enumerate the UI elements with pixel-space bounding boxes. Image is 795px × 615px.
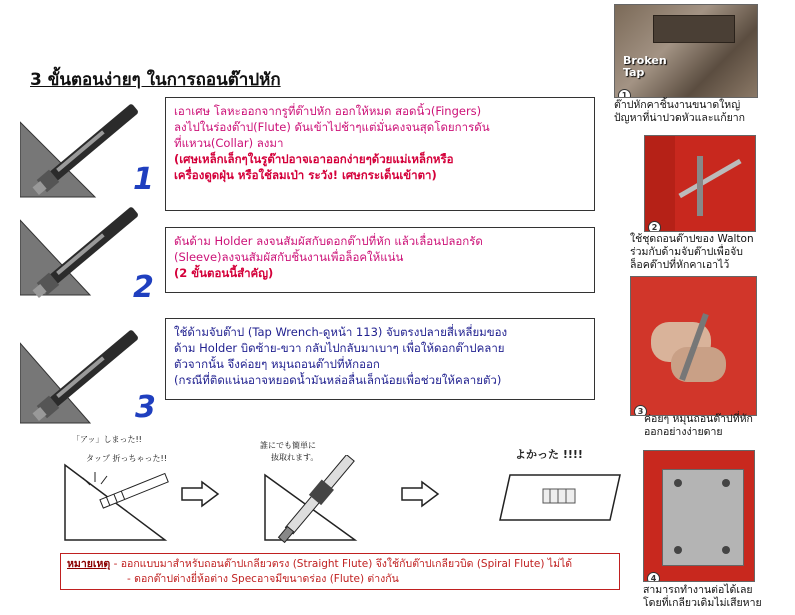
note-line-1: - ออกแบบมาสำหรับถอนต๊าปเกลียวตรง (Straight Flute) จึงใช้กับต๊าปเกลียวบิด (Spiral Flute) ไม่ได้ <box>113 558 573 570</box>
cartoon-2-text-a: 誰にでも簡単に <box>260 441 316 450</box>
cartoon-3-removed-tap <box>495 465 625 525</box>
page-title: 3 ขั้นตอนง่ายๆ ในการถอนต๊าปหัก <box>30 70 281 90</box>
caption-line: โดยที่เกลียวเดิมไม่เสียหาย <box>643 597 762 609</box>
photo-badge: 2 <box>648 221 661 232</box>
photo-badge: 4 <box>647 572 660 582</box>
note-box <box>60 553 620 590</box>
cartoon-1-broken-tap <box>55 460 175 545</box>
step-2-number: 2 <box>133 270 154 305</box>
caption-line: ล็อคต๊าปที่หักคาเอาไว้ <box>630 259 730 271</box>
caption-line: สามารถทำงานต่อได้เลย <box>643 584 753 596</box>
cartoon-2-text-b: 抜取れます。 <box>271 453 319 462</box>
step-2-line: ดันด้าม Holder ลงจนสัมผัสกับดอกต๊าปที่หัก แล้วเลื่อนปลอกรัด <box>174 234 483 248</box>
step-1-number: 1 <box>133 162 154 197</box>
caption-line: ใช้ชุดถอนต๊าปของ Walton <box>630 233 754 245</box>
step-1-box <box>165 97 595 211</box>
arrow-right-icon <box>180 480 220 508</box>
photo-broken-tap <box>614 4 758 98</box>
step-2-box <box>165 227 595 293</box>
photo-badge: 3 <box>634 405 647 416</box>
cartoon-3-text: よかった !!!! <box>515 448 583 461</box>
step-3-line: (กรณีที่ติดแน่นอาจหยอดน้ำมันหล่อลื่นเล็กน้อยเพื่อช่วยให้คลายตัว) <box>174 373 502 387</box>
photo-result <box>643 450 755 582</box>
note-label: หมายเหตุ <box>67 558 111 570</box>
photo-turning <box>630 276 757 416</box>
note-line-2: - ดอกต๊าปต่างยี่ห้อต่าง Specอาจมีขนาดร่อง (Flute) ต่างกัน <box>127 573 399 585</box>
step-1-warning: เครื่องดูดฝุ่น หรือใช้ลมเป่า ระวัง! เศษกระเด็นเข้าตา) <box>174 168 437 182</box>
arrow-right-icon <box>400 480 440 508</box>
caption-line: ออกอย่างง่ายดาย <box>644 426 723 438</box>
step-1-line: เอาเศษ โลหะออกจากรูที่ต๊าปหัก ออกให้หมด สอดนิ้ว(Fingers) <box>174 104 482 118</box>
step-2-important: (2 ขั้นตอนนี้สำคัญ) <box>174 266 274 280</box>
cartoon-2-extractor <box>255 455 375 545</box>
photo-badge: 1 <box>618 89 631 98</box>
broken-tap-overlay: Broken Tap <box>623 54 667 79</box>
step-3-line: ตัวจากนั้น จึงค่อยๆ หมุนถอนต๊าปที่หักออก <box>174 357 380 371</box>
step-3-box <box>165 318 595 400</box>
photo-2-caption <box>630 233 754 272</box>
cartoon-1-text-b: タップ 折っちゃった!! <box>86 454 167 463</box>
photo-4-caption <box>643 584 762 610</box>
photo-holder-set <box>644 135 756 232</box>
caption-line: ค่อยๆ หมุนถอนต๊าปที่หัก <box>644 413 753 425</box>
step-2-line: (Sleeve)ลงจนสัมผัสกับชิ้นงานเพื่อล็อคให้แน่น <box>174 250 404 264</box>
step-3-line: ด้าม Holder บิดซ้าย-ขวา กลับไปกลับมาเบาๆ เพื่อให้ดอกต๊าปคลาย <box>174 341 505 355</box>
step-1-warning: (เศษเหล็กเล็กๆในรูต๊าปอาจเอาออกง่ายๆด้วยแม่เหล็กหรือ <box>174 152 454 166</box>
photo-3-caption <box>644 413 753 439</box>
caption-line: ปัญหาที่น่าปวดหัวและแก้ยาก <box>614 112 745 124</box>
step-1-line: ที่แหวน(Collar) ลงมา <box>174 136 284 150</box>
step-3-number: 3 <box>135 390 156 425</box>
step-3-line: ใช้ด้ามจับต๊าป (Tap Wrench-ดูหน้า 113) จับตรงปลายสี่เหลี่ยมของ <box>174 325 508 339</box>
photo-1-caption <box>614 99 745 125</box>
step-1-line: ลงไปในร่องต๊าป(Flute) ดันเข้าไปช้าๆแต่มั่นคงจนสุดโดยการดัน <box>174 120 490 134</box>
caption-line: ร่วมกับด้ามจับต๊าปเพื่อจับ <box>630 246 743 258</box>
caption-line: ต๊าปหักคาชิ้นงานขนาดใหญ่ <box>614 99 741 111</box>
cartoon-1-text-a: 「アッ」しまった!! <box>72 435 142 444</box>
